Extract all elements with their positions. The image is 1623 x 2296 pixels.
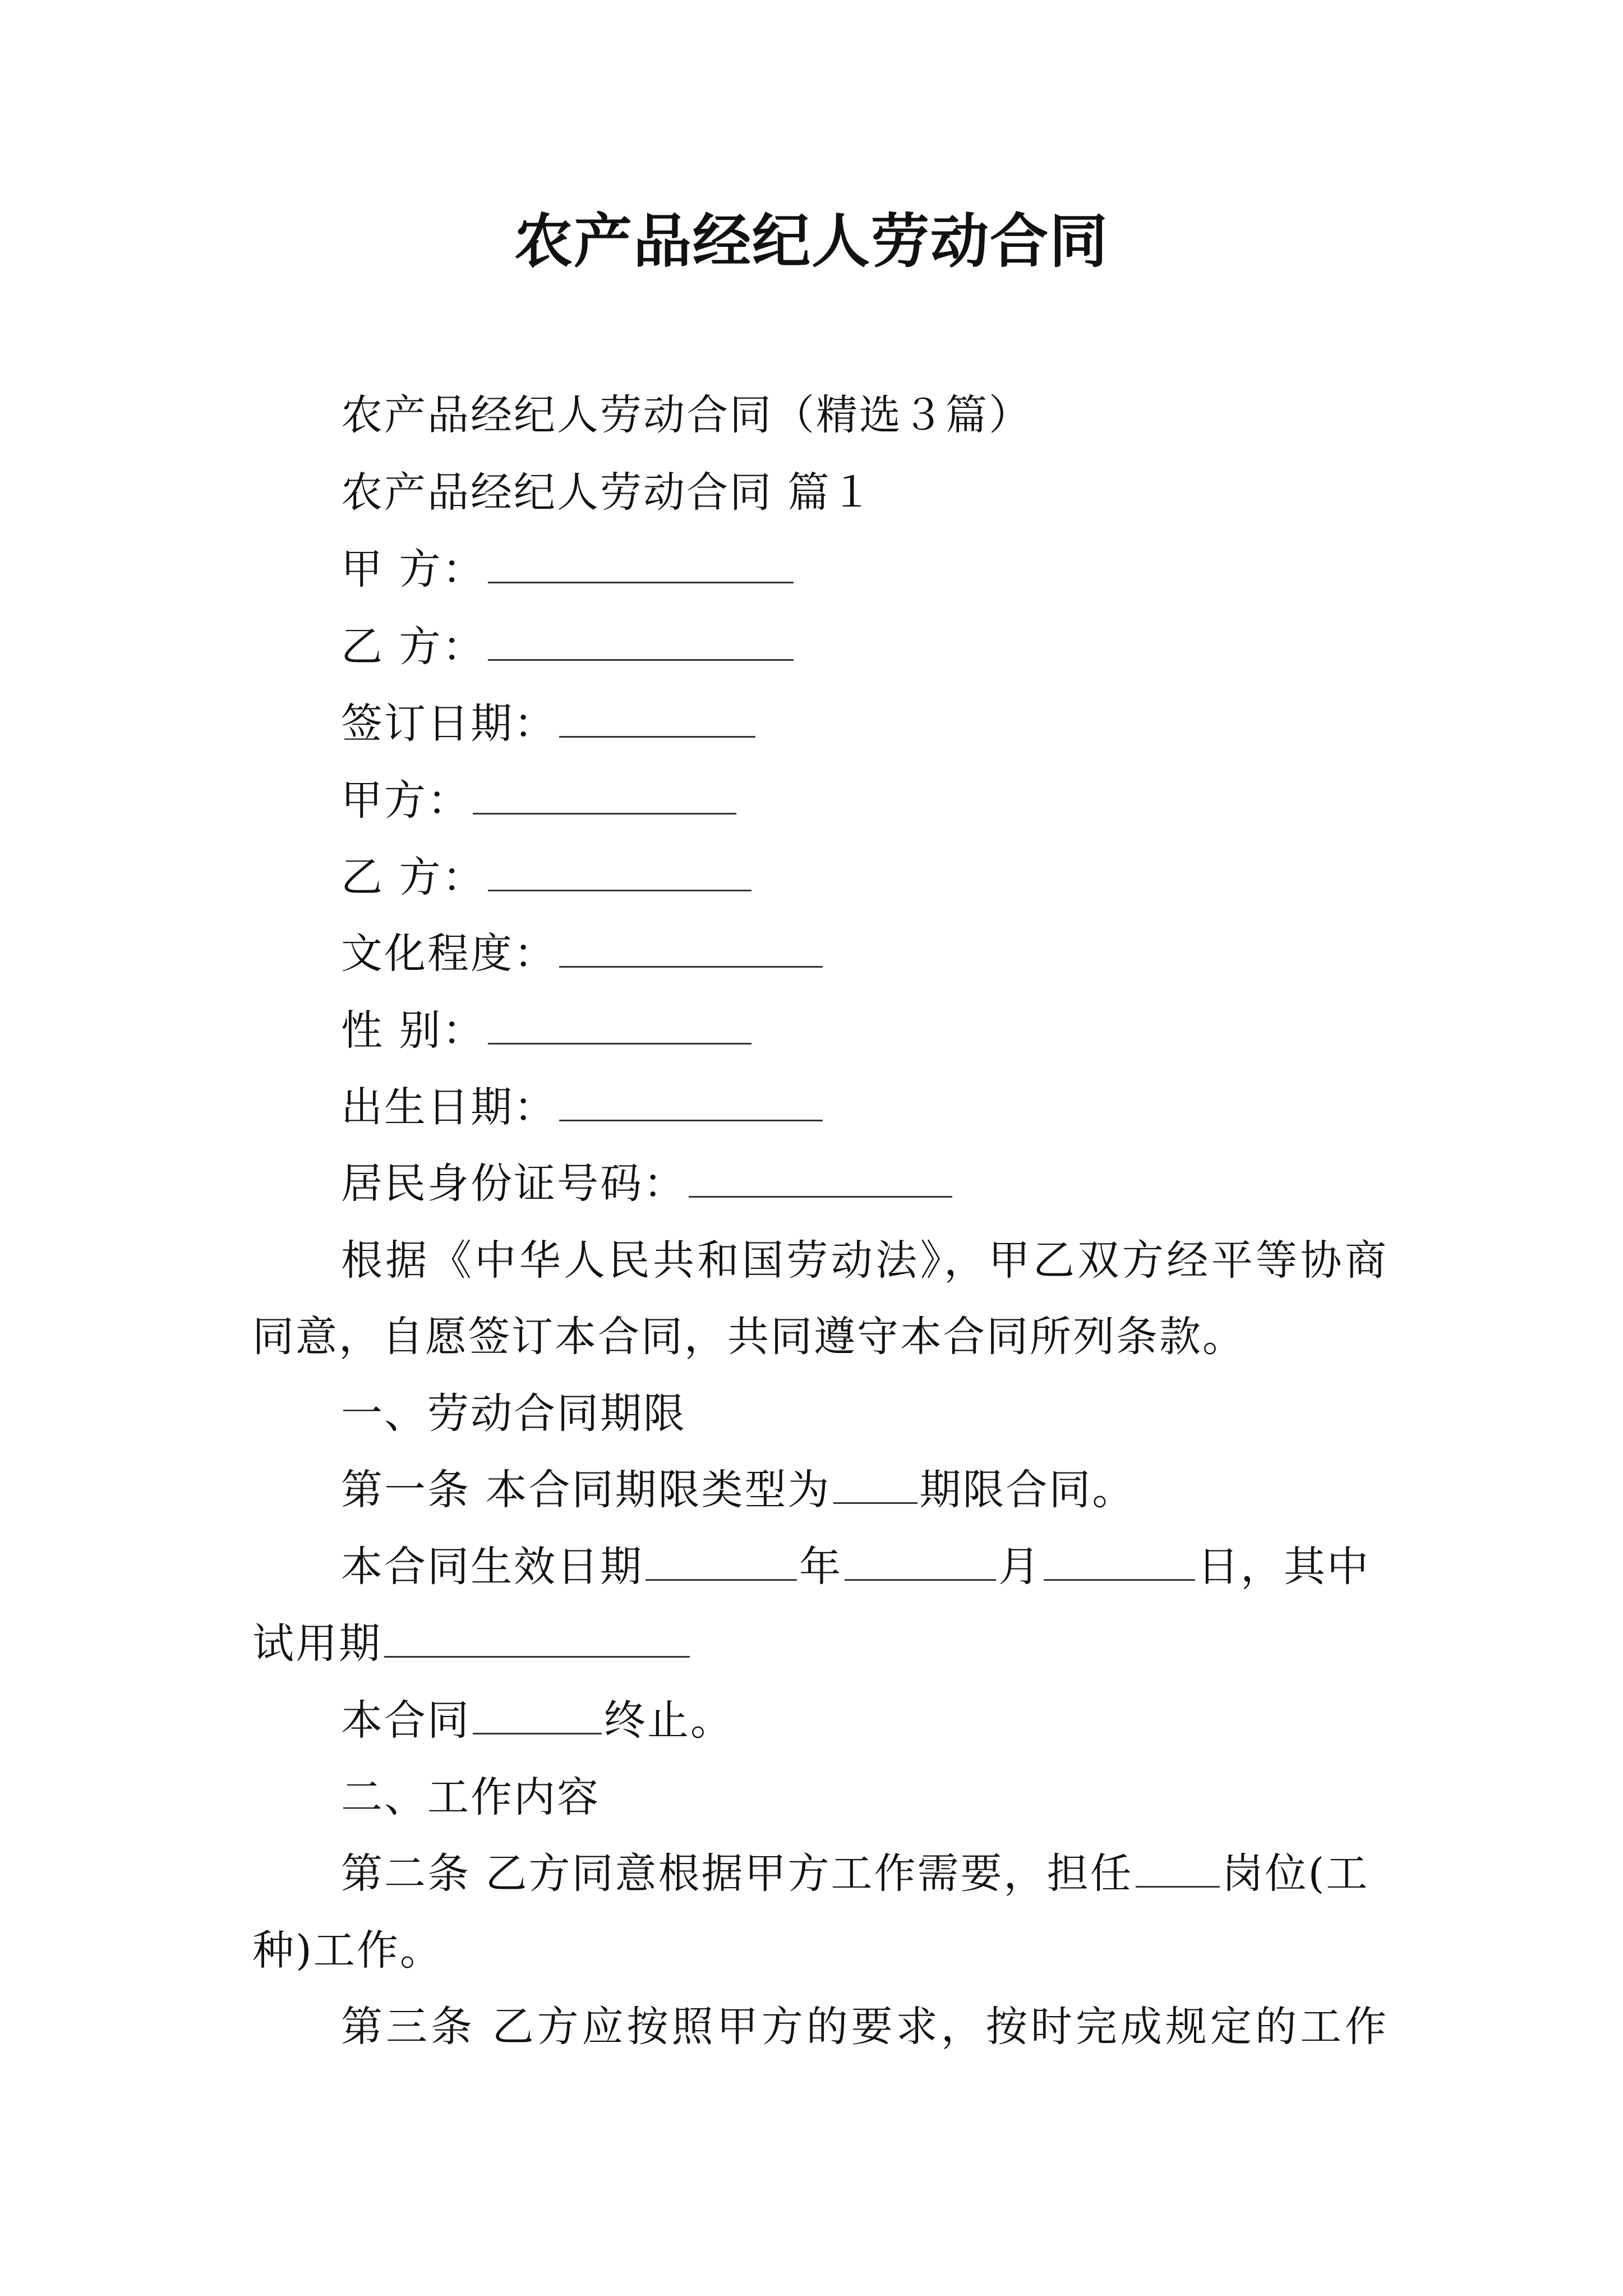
id-number-label: 居民身份证号码： <box>341 1159 686 1208</box>
gender-blank <box>488 1008 751 1045</box>
education-label: 文化程度： <box>341 930 557 978</box>
education-row <box>341 926 825 982</box>
birth-date-label: 出生日期： <box>341 1083 557 1131</box>
probation-blank <box>384 1621 690 1658</box>
education-blank <box>559 931 823 968</box>
effective-year-label: 年 <box>799 1543 842 1591</box>
probation-row <box>252 1616 692 1672</box>
chapter1-heading: 一、劳动合同期限 <box>341 1389 686 1438</box>
birth-date-blank <box>559 1085 823 1121</box>
article2-line2: 种)工作。 <box>252 1926 443 1975</box>
article2-prefix: 第二条 乙方同意根据甲方工作需要，担任 <box>341 1849 1133 1898</box>
article1-suffix: 期限合同。 <box>919 1466 1136 1514</box>
id-number-row <box>341 1156 955 1212</box>
gender-row <box>341 1002 754 1059</box>
intro-paragraph-line2: 同意，自愿签订本合同，共同遵守本合同所列条款。 <box>252 1313 1246 1361</box>
gender-label: 性 别： <box>341 1006 486 1055</box>
chapter2-heading: 二、工作内容 <box>341 1773 600 1821</box>
subtitle: 农产品经纪人劳动合同（精选３篇） <box>341 391 1032 439</box>
party-b2-label: 乙 方： <box>341 853 486 901</box>
sign-date-row <box>341 696 758 752</box>
effective-year-blank <box>645 1544 797 1581</box>
intro-paragraph-line1: 根据《中华人民共和国劳动法》，甲乙双方经平等协商 <box>341 1236 1388 1285</box>
party-b-label: 乙 方： <box>341 623 486 671</box>
termination-row <box>341 1692 734 1749</box>
birth-date-row <box>341 1079 825 1135</box>
termination-blank <box>473 1698 602 1734</box>
sign-date-blank <box>559 701 755 738</box>
party-b2-row <box>341 849 754 905</box>
party-a-label: 甲 方： <box>341 545 486 593</box>
id-number-blank <box>689 1161 952 1198</box>
termination-suffix: 终止。 <box>604 1696 734 1745</box>
party-b2-blank <box>488 855 751 891</box>
article3-line1: 第三条 乙方应按照甲方的要求，按时完成规定的工作 <box>341 2003 1388 2051</box>
party-a2-label: 甲方： <box>341 776 471 825</box>
termination-prefix: 本合同 <box>341 1696 471 1745</box>
party-b-blank <box>488 624 794 661</box>
article2-suffix: 岗位(工 <box>1221 1849 1370 1898</box>
effective-prefix: 本合同生效日期 <box>341 1543 643 1591</box>
article2-blank <box>1136 1851 1220 1888</box>
article2-row <box>341 1846 1369 1902</box>
section-heading: 农产品经纪人劳动合同 篇１ <box>341 468 874 517</box>
sign-date-label: 签订日期： <box>341 700 557 748</box>
effective-day-blank <box>1044 1544 1195 1581</box>
party-a2-row <box>341 772 739 829</box>
effective-date-row <box>341 1539 1370 1595</box>
party-a-row <box>341 541 796 597</box>
effective-month-blank <box>845 1544 996 1581</box>
article1-prefix: 第一条 本合同期限类型为 <box>341 1466 831 1514</box>
effective-month-label: 月 <box>998 1543 1041 1591</box>
article1-blank <box>833 1467 917 1504</box>
document-title: 农产品经纪人劳动合同 <box>514 206 1109 275</box>
party-a2-blank <box>473 778 736 815</box>
probation-label: 试用期 <box>252 1619 382 1668</box>
article1-row <box>341 1462 1136 1518</box>
party-b-row <box>341 619 796 675</box>
party-a-blank <box>488 547 794 583</box>
effective-day-tail: 日，其中 <box>1197 1543 1370 1591</box>
